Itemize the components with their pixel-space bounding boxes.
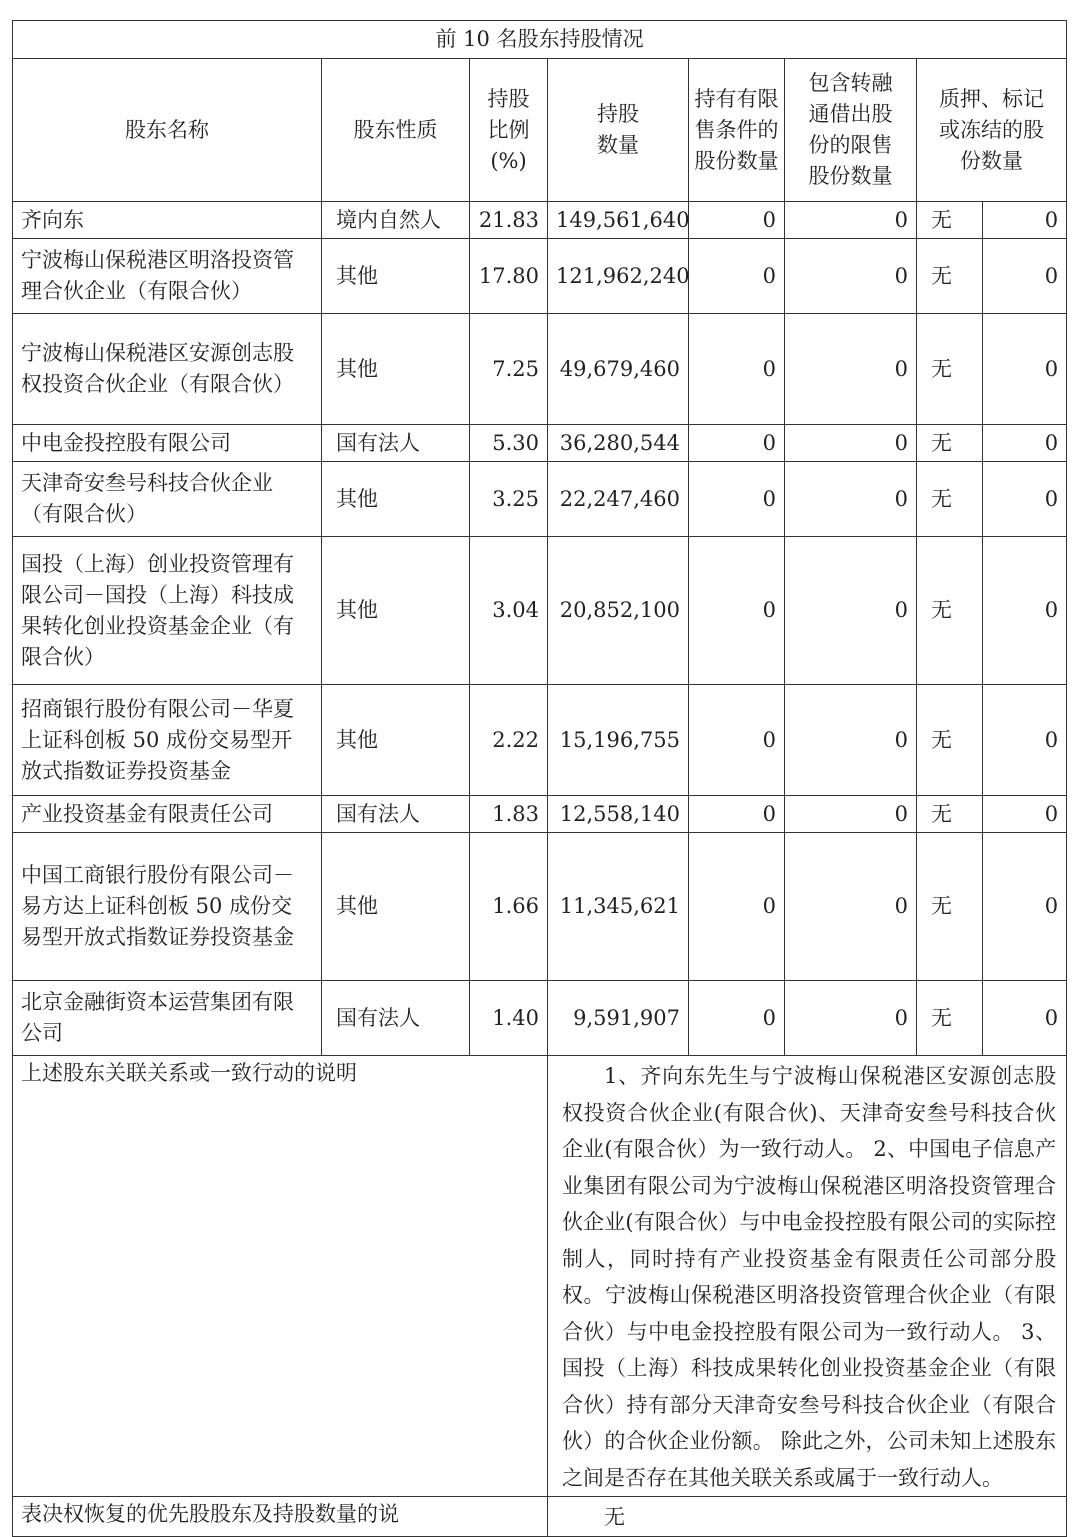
pledge-quantity: 0 [983, 796, 1067, 833]
holding-quantity: 36,280,544 [548, 425, 689, 462]
shareholder-nature: 境内自然人 [322, 202, 470, 239]
table-row [13, 833, 1067, 981]
restricted-quantity: 0 [689, 833, 785, 981]
holding-quantity: 121,962,240 [548, 239, 689, 314]
shareholder-nature: 其他 [322, 685, 470, 796]
shareholder-nature: 国有法人 [322, 981, 470, 1056]
holding-quantity: 15,196,755 [548, 685, 689, 796]
header-ratio: 持股比例(%) [470, 59, 548, 202]
shareholder-name: 北京金融街资本运营集团有限公司 [13, 981, 322, 1056]
pledge-status: 无 [917, 462, 983, 537]
pledge-quantity: 0 [983, 202, 1067, 239]
relation-text: 1、齐向东先生与宁波梅山保税港区安源创志股权投资合伙企业(有限合伙)、天津奇安叁号科技合伙企业(有限合伙）为一致行动人。 2、中国电子信息产业集团有限公司为宁波梅山保税港区明洛投资管理合伙企业(有限合伙）与中电金投控股有限公司的实际控制人，同时持有产业投资基金有限责任公司部分股权。宁波梅山保税港区明洛投资管理合伙企业（有限合伙）与中电金投控股有限公司为一致行动人。 3、国投（上海）科技成果转化创业投资基金企业（有限合伙）持有部分天津奇安叁号科技合伙企业（有限合伙）的合伙企业份额。 除此之外，公司未知上述股东之间是否存在其他关联关系或属于一致行动人。 [562, 1064, 1057, 1490]
holding-ratio: 1.83 [470, 796, 548, 833]
voting-text: 无 [604, 1505, 625, 1529]
holding-ratio: 5.30 [470, 425, 548, 462]
relation-row [13, 1056, 1067, 1497]
pledge-status: 无 [917, 202, 983, 239]
shareholder-nature: 国有法人 [322, 425, 470, 462]
restricted-quantity: 0 [689, 981, 785, 1056]
holding-ratio: 1.40 [470, 981, 548, 1056]
shareholder-nature: 国有法人 [322, 796, 470, 833]
pledge-quantity: 0 [983, 425, 1067, 462]
pledge-status: 无 [917, 685, 983, 796]
pledge-status: 无 [917, 239, 983, 314]
shareholder-nature: 其他 [322, 462, 470, 537]
shareholder-nature: 其他 [322, 314, 470, 425]
shareholder-name: 天津奇安叁号科技合伙企业（有限合伙） [13, 462, 322, 537]
holding-ratio: 3.25 [470, 462, 548, 537]
table-row [13, 239, 1067, 314]
relation-label: 上述股东关联关系或一致行动的说明 [13, 1056, 548, 1497]
table-row [13, 796, 1067, 833]
holding-quantity: 12,558,140 [548, 796, 689, 833]
table-row [13, 462, 1067, 537]
holding-quantity: 149,561,640 [548, 202, 689, 239]
restricted-quantity: 0 [689, 314, 785, 425]
pledge-quantity: 0 [983, 685, 1067, 796]
restricted-quantity: 0 [689, 537, 785, 685]
header-nature: 股东性质 [322, 59, 470, 202]
restricted-quantity: 0 [689, 796, 785, 833]
shareholder-name: 齐向东 [13, 202, 322, 239]
header-quantity: 持股数量 [548, 59, 689, 202]
holding-ratio: 2.22 [470, 685, 548, 796]
table-row [13, 425, 1067, 462]
table-title: 前 10 名股东持股情况 [13, 21, 1067, 59]
voting-label: 表决权恢复的优先股股东及持股数量的说 [13, 1497, 548, 1537]
pledge-quantity: 0 [983, 314, 1067, 425]
restricted-quantity: 0 [689, 685, 785, 796]
lent-quantity: 0 [785, 833, 917, 981]
shareholder-name: 宁波梅山保税港区明洛投资管理合伙企业（有限合伙） [13, 239, 322, 314]
lent-quantity: 0 [785, 202, 917, 239]
lent-quantity: 0 [785, 537, 917, 685]
pledge-quantity: 0 [983, 833, 1067, 981]
holding-quantity: 20,852,100 [548, 537, 689, 685]
holding-quantity: 11,345,621 [548, 833, 689, 981]
shareholder-name: 中国工商银行股份有限公司－易方达上证科创板 50 成份交易型开放式指数证券投资基金 [13, 833, 322, 981]
table-row [13, 981, 1067, 1056]
restricted-quantity: 0 [689, 462, 785, 537]
shareholder-nature: 其他 [322, 833, 470, 981]
shareholder-name: 宁波梅山保税港区安源创志股权投资合伙企业（有限合伙） [13, 314, 322, 425]
lent-quantity: 0 [785, 314, 917, 425]
shareholder-name: 产业投资基金有限责任公司 [13, 796, 322, 833]
header-name: 股东名称 [13, 59, 322, 202]
shareholder-name: 中电金投控股有限公司 [13, 425, 322, 462]
shareholder-nature: 其他 [322, 537, 470, 685]
restricted-quantity: 0 [689, 239, 785, 314]
top10-shareholders-table [12, 20, 1067, 1537]
lent-quantity: 0 [785, 462, 917, 537]
shareholder-name: 招商银行股份有限公司－华夏上证科创板 50 成份交易型开放式指数证券投资基金 [13, 685, 322, 796]
pledge-status: 无 [917, 796, 983, 833]
holding-quantity: 9,591,907 [548, 981, 689, 1056]
lent-quantity: 0 [785, 425, 917, 462]
holding-quantity: 49,679,460 [548, 314, 689, 425]
pledge-quantity: 0 [983, 981, 1067, 1056]
pledge-status: 无 [917, 425, 983, 462]
pledge-status: 无 [917, 537, 983, 685]
voting-text-cell [548, 1497, 1067, 1537]
lent-quantity: 0 [785, 239, 917, 314]
holding-ratio: 21.83 [470, 202, 548, 239]
lent-quantity: 0 [785, 981, 917, 1056]
lent-quantity: 0 [785, 685, 917, 796]
holding-quantity: 22,247,460 [548, 462, 689, 537]
holding-ratio: 17.80 [470, 239, 548, 314]
voting-row [13, 1497, 1067, 1537]
holding-ratio: 3.04 [470, 537, 548, 685]
restricted-quantity: 0 [689, 425, 785, 462]
table-row [13, 202, 1067, 239]
lent-quantity: 0 [785, 796, 917, 833]
holding-ratio: 1.66 [470, 833, 548, 981]
relation-text-cell [548, 1056, 1067, 1497]
header-pledge: 质押、标记或冻结的股份数量 [917, 59, 1067, 202]
holding-ratio: 7.25 [470, 314, 548, 425]
pledge-quantity: 0 [983, 239, 1067, 314]
table-row [13, 685, 1067, 796]
pledge-quantity: 0 [983, 462, 1067, 537]
pledge-status: 无 [917, 314, 983, 425]
pledge-status: 无 [917, 981, 983, 1056]
table-row [13, 537, 1067, 685]
shareholder-nature: 其他 [322, 239, 470, 314]
table-row [13, 314, 1067, 425]
pledge-quantity: 0 [983, 537, 1067, 685]
header-lent: 包含转融通借出股份的限售股份数量 [785, 59, 917, 202]
shareholder-name: 国投（上海）创业投资管理有限公司－国投（上海）科技成果转化创业投资基金企业（有限合伙） [13, 537, 322, 685]
header-restricted: 持有有限售条件的股份数量 [689, 59, 785, 202]
restricted-quantity: 0 [689, 202, 785, 239]
pledge-status: 无 [917, 833, 983, 981]
